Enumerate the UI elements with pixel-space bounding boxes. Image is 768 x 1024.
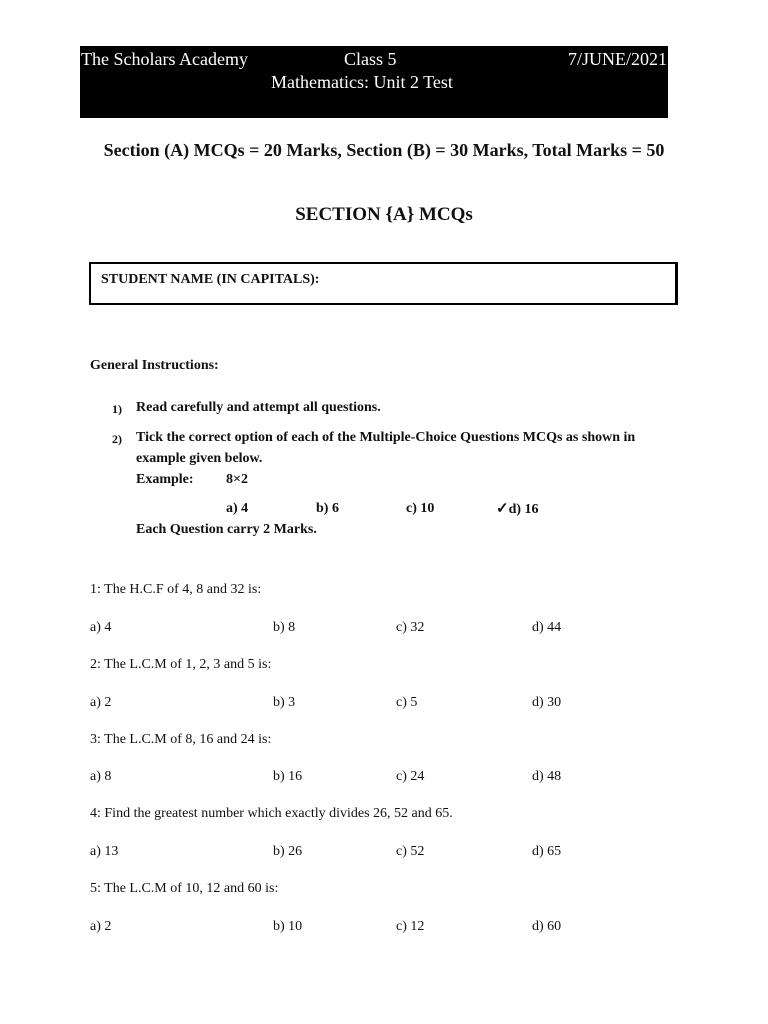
example-label: Example: xyxy=(136,472,194,487)
option-d[interactable]: d) 65 xyxy=(532,844,562,859)
student-name-label: STUDENT NAME (IN CAPITALS): xyxy=(101,272,320,287)
option-c[interactable]: c) 12 xyxy=(396,919,425,934)
option-a[interactable]: a) 2 xyxy=(90,919,112,934)
tick-icon: ✓ xyxy=(496,501,509,517)
instruction-item: Read carefully and attempt all questions. xyxy=(136,400,381,415)
school-name: The Scholars Academy xyxy=(81,49,248,69)
test-date: 7/JUNE/2021 xyxy=(568,49,667,69)
instructions-heading: General Instructions: xyxy=(90,358,219,373)
option-d[interactable]: d) 60 xyxy=(532,919,562,934)
option-b[interactable]: b) 8 xyxy=(273,620,296,635)
subject-title: Mathematics: Unit 2 Test xyxy=(271,72,453,92)
marks-summary: Section (A) MCQs = 20 Marks, Section (B) = 30 Marks, Total Marks = 50 xyxy=(103,140,665,160)
instruction-item-continued: example given below. xyxy=(136,451,263,466)
example-option: a) 4 xyxy=(226,501,249,516)
class-label: Class 5 xyxy=(344,49,397,69)
option-d[interactable]: d) 44 xyxy=(532,620,562,635)
example-option: c) 10 xyxy=(406,501,435,516)
question-text: 5: The L.C.M of 10, 12 and 60 is: xyxy=(90,881,279,896)
section-title: SECTION {A} MCQs xyxy=(295,204,473,225)
option-b[interactable]: b) 3 xyxy=(273,695,296,710)
instruction-item: Tick the correct option of each of the Multiple-Choice Questions MCQs as shown in xyxy=(136,430,636,445)
question-text: 3: The L.C.M of 8, 16 and 24 is: xyxy=(90,732,272,747)
example-expression: 8×2 xyxy=(226,472,248,487)
option-a[interactable]: a) 2 xyxy=(90,695,112,710)
student-name-field[interactable] xyxy=(89,262,678,305)
option-d[interactable]: d) 48 xyxy=(532,769,562,784)
option-d[interactable]: d) 30 xyxy=(532,695,562,710)
example-option: b) 6 xyxy=(316,501,339,516)
option-a[interactable]: a) 8 xyxy=(90,769,112,784)
example-option-ticked xyxy=(496,499,539,518)
option-b[interactable]: b) 10 xyxy=(273,919,303,934)
marks-note: Each Question carry 2 Marks. xyxy=(136,522,317,537)
instruction-number: 1) xyxy=(112,402,122,416)
example-option: d) 16 xyxy=(508,502,539,517)
option-b[interactable]: b) 26 xyxy=(273,844,303,859)
option-b[interactable]: b) 16 xyxy=(273,769,303,784)
header-bar xyxy=(80,46,668,118)
question-text: 1: The H.C.F of 4, 8 and 32 is: xyxy=(90,582,262,597)
instruction-number: 2) xyxy=(112,432,122,446)
option-c[interactable]: c) 52 xyxy=(396,844,425,859)
option-c[interactable]: c) 24 xyxy=(396,769,425,784)
option-c[interactable]: c) 32 xyxy=(396,620,425,635)
question-text: 4: Find the greatest number which exactly divides 26, 52 and 65. xyxy=(90,806,453,821)
option-a[interactable]: a) 13 xyxy=(90,844,119,859)
question-text: 2: The L.C.M of 1, 2, 3 and 5 is: xyxy=(90,657,272,672)
option-c[interactable]: c) 5 xyxy=(396,695,418,710)
option-a[interactable]: a) 4 xyxy=(90,620,112,635)
